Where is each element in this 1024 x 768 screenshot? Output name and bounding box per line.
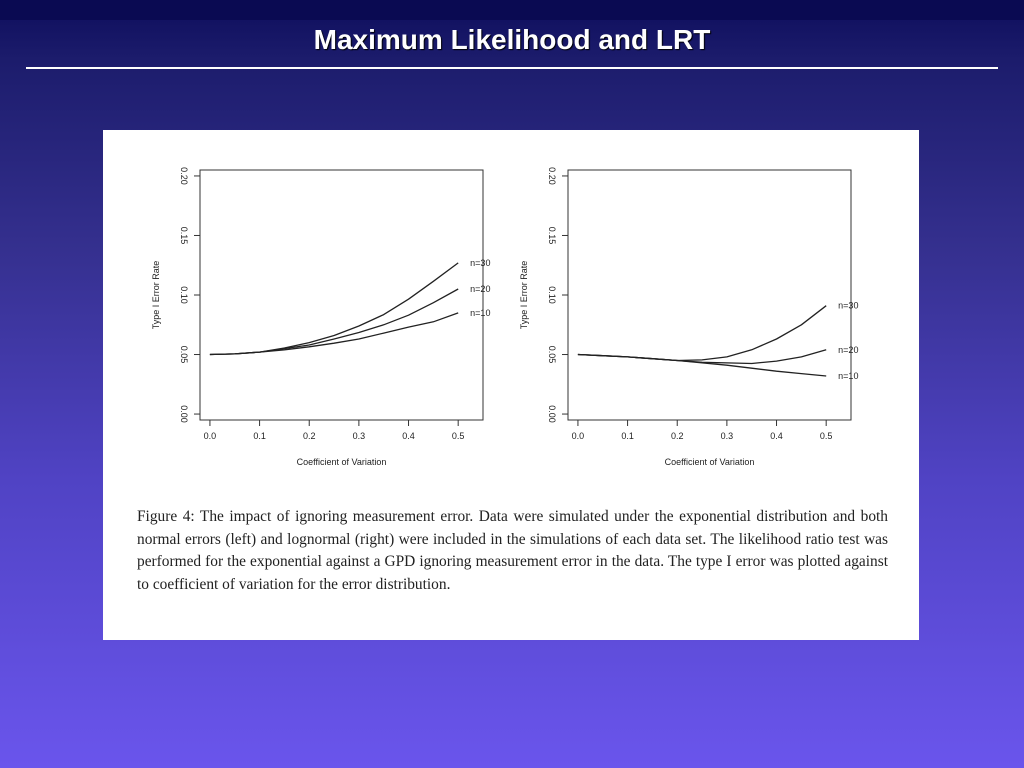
x-tick-label: 0.1 [253,431,266,441]
y-tick-label: 0.00 [179,405,189,423]
figure-caption: Figure 4: The impact of ignoring measurement error. Data were simulated under the exponential distribution and both normal errors (left) and lognormal (right) were included in the simulations of each data set. The likelihood ratio test was performed for the exponential against a GPD ignoring measurement error in the data. The type I error was plotted against to coefficient of variation for the error distribution. [137,508,888,593]
x-tick-label: 0.5 [451,431,465,441]
series-line-n10 [578,355,826,377]
series-label-n30: n=30 [470,257,491,268]
series-label-n10: n=10 [838,370,859,381]
series-label-n30: n=30 [838,300,859,311]
x-tick-label: 0.0 [203,431,217,441]
slide-title: Maximum Likelihood and LRT [313,24,711,55]
y-axis-label: Type I Error Rate [519,260,529,330]
y-tick-label: 0.00 [547,405,557,423]
series-line-n30 [578,306,826,361]
series-label-n20: n=20 [470,284,491,295]
y-axis-label: Type I Error Rate [151,260,161,330]
y-tick-label: 0.15 [179,226,189,245]
x-tick-label: 0.0 [571,431,585,441]
y-tick-label: 0.20 [547,167,557,185]
x-tick-label: 0.3 [352,431,366,441]
y-tick-label: 0.10 [179,286,189,304]
chart-left [143,130,503,475]
x-tick-label: 0.2 [670,431,684,441]
x-tick-label: 0.2 [302,431,316,441]
x-tick-label: 0.1 [621,431,634,441]
y-tick-label: 0.05 [179,345,189,364]
chart-right [511,130,871,475]
top-band [0,0,1024,20]
y-tick-label: 0.15 [547,226,557,245]
y-tick-label: 0.10 [547,286,557,304]
figure-card [103,130,919,640]
series-line-n20 [210,289,458,355]
x-tick-label: 0.3 [720,431,734,441]
title-divider [26,67,998,69]
x-tick-label: 0.4 [402,431,415,441]
x-tick-label: 0.5 [819,431,833,441]
series-label-n20: n=20 [838,344,859,355]
series-line-n10 [210,313,458,355]
x-tick-label: 0.4 [770,431,783,441]
y-tick-label: 0.05 [547,345,557,364]
x-axis-label: Coefficient of Variation [664,457,755,467]
series-label-n10: n=10 [470,307,491,318]
x-axis-label: Coefficient of Variation [296,457,387,467]
plot-frame [200,170,483,420]
plot-frame [568,170,851,420]
y-tick-label: 0.20 [179,167,189,185]
